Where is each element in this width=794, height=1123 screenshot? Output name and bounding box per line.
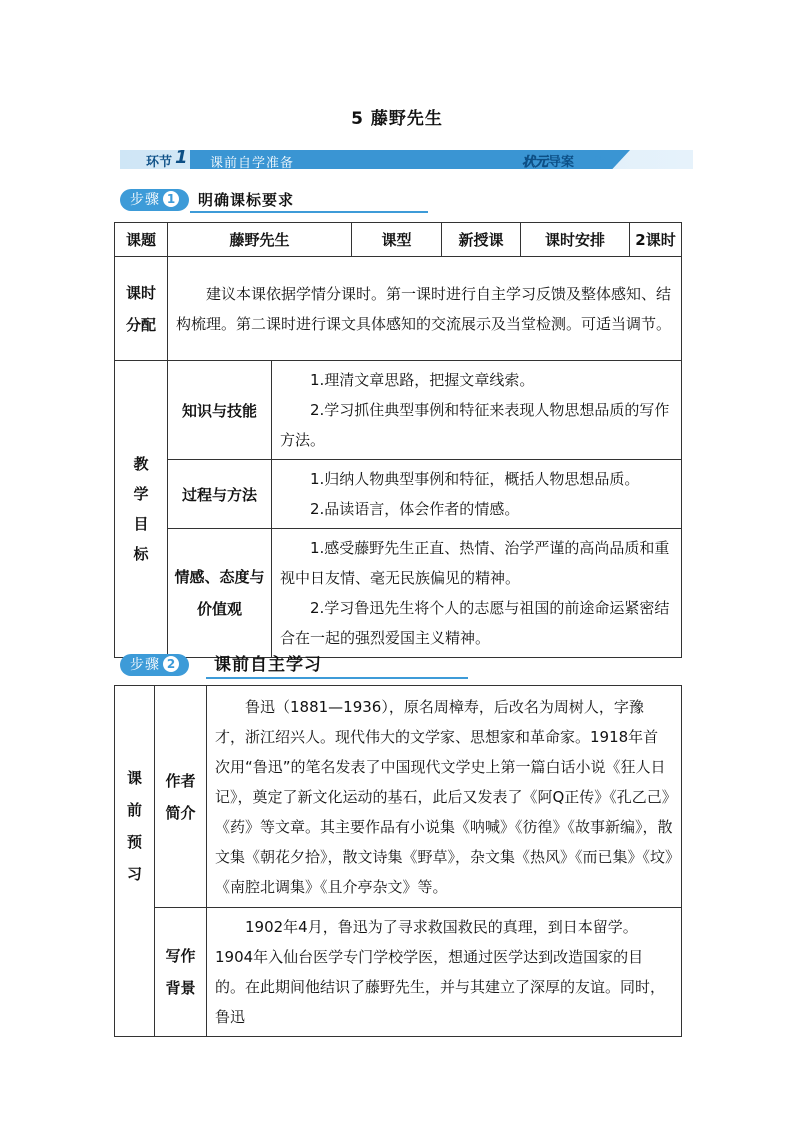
alloc-text: 建议本课依据学情分课时。第一课时进行自主学习反馈及整体感知、结构梳理。第二课时进行课文具体感知的交流展示及当堂检测。可适当调节。 bbox=[176, 284, 672, 333]
goal-items-knowledge bbox=[272, 361, 682, 460]
preview-label-3: 预 bbox=[126, 833, 142, 851]
preview-label bbox=[115, 686, 155, 1037]
goal-process-2: 2.品读语言，体会作者的情感。 bbox=[310, 500, 520, 518]
goal-name-knowledge: 知识与技能 bbox=[168, 361, 272, 460]
background-text: 1902年4月，鲁迅为了寻求救国救民的真理，到日本留学。1904年入仙台医学专门学校学医，想通过医学达到改造国家的目的。在此期间他结识了藤野先生，并与其建立了深厚的友谊。同时，鲁迅 bbox=[215, 918, 666, 1026]
preview-label-2: 前 bbox=[126, 801, 142, 819]
goal-attitude-name-2: 价值观 bbox=[196, 600, 242, 618]
background-label-1: 写作 bbox=[165, 947, 196, 965]
step2-label: 步骤 bbox=[130, 657, 160, 673]
alloc-label-line1: 课时 bbox=[125, 283, 156, 302]
banner-brand-b: 导案 bbox=[548, 155, 575, 170]
step1-title: 明确课标要求 bbox=[198, 191, 295, 209]
author-label-2: 简介 bbox=[165, 803, 196, 822]
page-title: 5 藤野先生 bbox=[351, 109, 443, 129]
alloc-label-line2: 分配 bbox=[125, 315, 156, 334]
topic-header: 课题 bbox=[115, 223, 168, 257]
alloc-text-cell bbox=[168, 257, 682, 361]
step1-underline bbox=[190, 211, 428, 213]
step1-label: 步骤 bbox=[130, 192, 160, 208]
goal-label bbox=[115, 361, 168, 658]
arrange-value: 2课时 bbox=[630, 223, 682, 257]
goal-label-4: 标 bbox=[133, 545, 149, 563]
goal-items-process bbox=[272, 460, 682, 529]
banner-brand-a: 状元 bbox=[522, 155, 549, 170]
background-label-2: 背景 bbox=[165, 979, 196, 997]
step2-header bbox=[120, 654, 360, 676]
preview-table bbox=[114, 685, 682, 1037]
type-value: 新授课 bbox=[442, 223, 521, 257]
author-text: 鲁迅（1881—1936），原名周樟寿，后改名为周树人，字豫才，浙江绍兴人。现代伟大的文学家、思想家和革命家。1918年首次用“鲁迅”的笔名发表了中国现代文学史上第一篇白话小说《狂人日记》，奠定了新文化运动的基石，此后又发表了《阿Q正传》《孔乙己》《药》等文章。其主要作品有小说集《呐喊》《彷徨》《故事新编》，散文集《朝花夕拾》，散文诗集《野草》，杂文集《热风》《而已集》《坟》《南腔北调集》《且介亭杂文》等。 bbox=[215, 697, 673, 896]
type-header: 课型 bbox=[352, 223, 442, 257]
author-label-1: 作者 bbox=[165, 771, 196, 790]
goal-process-1: 1.归纳人物典型事例和特征，概括人物思想品质。 bbox=[310, 470, 640, 488]
double-arrow-icon: ▸▸ bbox=[595, 151, 607, 164]
banner-brand bbox=[522, 151, 574, 170]
banner-label: 环节 bbox=[146, 155, 173, 170]
preview-label-1: 课 bbox=[126, 769, 142, 787]
step1-pill bbox=[120, 189, 189, 211]
step2-title: 课前自主学习 bbox=[214, 655, 322, 675]
goal-items-attitude bbox=[272, 529, 682, 658]
step2-underline bbox=[206, 677, 468, 679]
goal-label-1: 教 bbox=[133, 455, 149, 473]
goal-name-attitude bbox=[168, 529, 272, 658]
banner-subtitle: 课前自学准备 bbox=[210, 156, 295, 171]
preview-label-4: 习 bbox=[126, 865, 142, 883]
goal-attitude-2: 2.学习鲁迅先生将个人的志愿与祖国的前途命运紧密结合在一起的强烈爱国主义精神。 bbox=[280, 599, 670, 647]
goal-knowledge-2: 2.学习抓住典型事例和特征来表现人物思想品质的写作方法。 bbox=[280, 401, 670, 449]
goal-attitude-1: 1.感受藤野先生正直、热情、治学严谨的高尚品质和重视中日友情、毫无民族偏见的精神。 bbox=[280, 539, 670, 587]
goal-label-2: 学 bbox=[133, 485, 149, 503]
step1-number: 1 bbox=[163, 191, 179, 207]
step2-pill bbox=[120, 654, 189, 676]
section-banner bbox=[120, 147, 693, 171]
goal-knowledge-1: 1.理清文章思路，把握文章线索。 bbox=[310, 371, 535, 389]
goal-label-3: 目 bbox=[133, 515, 149, 533]
step1-header bbox=[120, 189, 310, 211]
goal-attitude-name-1: 情感、态度与 bbox=[174, 568, 265, 586]
author-label bbox=[155, 686, 207, 908]
topic-value: 藤野先生 bbox=[168, 223, 352, 257]
author-text-cell bbox=[207, 686, 682, 908]
alloc-label bbox=[115, 257, 168, 361]
goal-name-process: 过程与方法 bbox=[168, 460, 272, 529]
step2-number: 2 bbox=[163, 656, 179, 672]
background-label bbox=[155, 908, 207, 1037]
banner-number: 1 bbox=[175, 147, 188, 168]
lesson-plan-table bbox=[114, 222, 682, 658]
arrange-header: 课时安排 bbox=[521, 223, 630, 257]
background-text-cell bbox=[207, 908, 682, 1037]
